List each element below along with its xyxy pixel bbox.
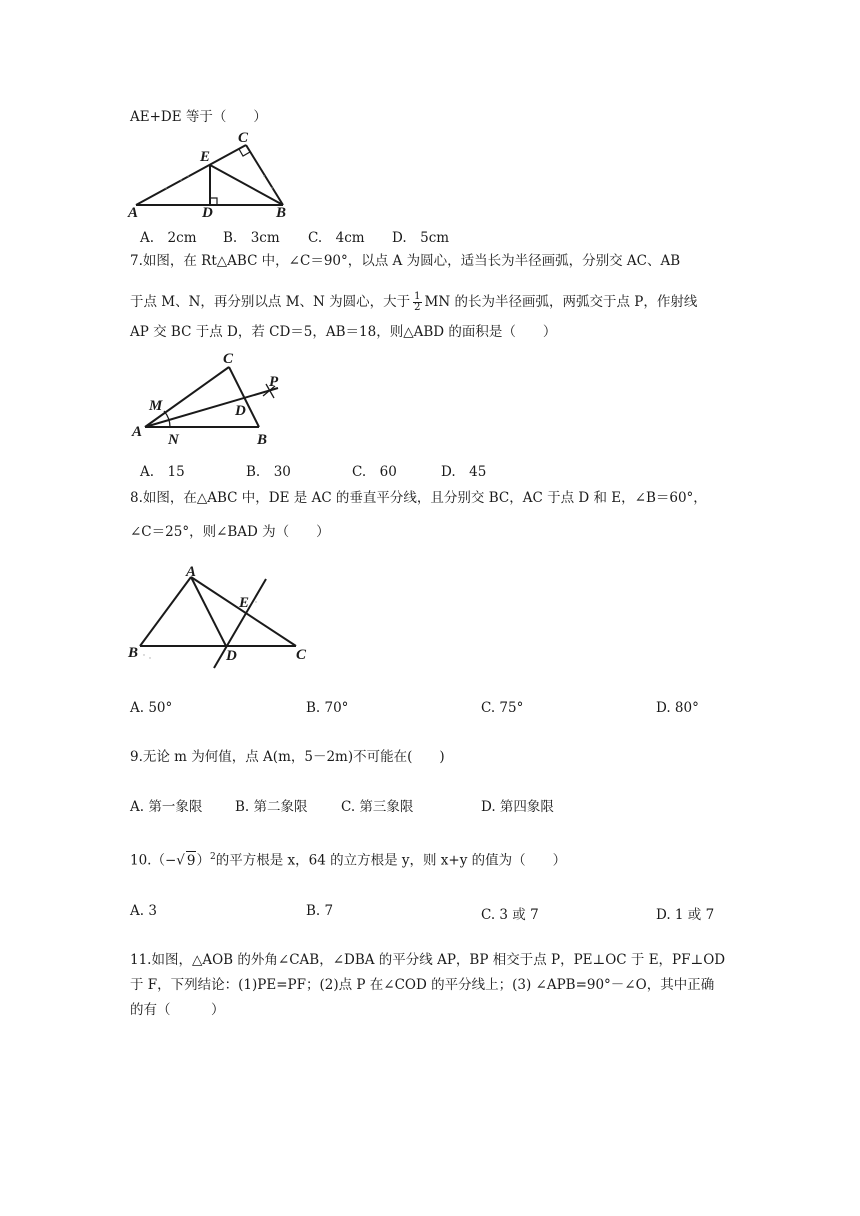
q7-line1: 7.如图，在 Rt△ABC 中，∠C＝90°，以点 A 为圆心，适当长为半径画弧，分别交 AC、AB	[130, 253, 681, 269]
q7-line2	[130, 292, 697, 313]
q6-label-b: B	[276, 205, 287, 220]
q7-line3: AP 交 BC 于点 D，若 CD＝5，AB＝18，则△ABD 的面积是（ ）	[130, 324, 557, 340]
q6-stem-tail: AE+DE 等于（ ）	[130, 109, 267, 125]
q7-line2-b: MN 的长为半径画弧，两弧交于点 P，作射线	[424, 294, 698, 310]
q9-option-c: C. 第三象限	[341, 799, 414, 815]
q6-label-a: A	[128, 205, 139, 220]
q6-figure	[126, 128, 296, 220]
q9-option-d: D. 第四象限	[481, 799, 554, 815]
q6-label-e: E	[200, 149, 211, 165]
q8-label-b: B	[128, 645, 139, 661]
q8-option-c: C. 75°	[481, 700, 524, 716]
q7-figure	[126, 348, 296, 450]
q8-line1: 8.如图，在△ABC 中，DE 是 AC 的垂直平分线，且分别交 BC，AC 于点 D 和 E，∠B＝60°，	[130, 490, 707, 506]
q7-label-n: N	[168, 432, 179, 448]
q8-option-d: D. 80°	[656, 700, 699, 716]
q7-option-b: B. 30	[246, 464, 291, 480]
q10-sqrt-sign: √	[176, 852, 185, 869]
q6-option-c: C. 4cm	[308, 230, 365, 246]
q8-label-e: E	[239, 595, 250, 611]
q10-option-c: C. 3 或 7	[481, 907, 539, 923]
q8-label-a: A	[186, 564, 197, 580]
q7-frac-den: 2	[414, 302, 421, 313]
q10-rest: 的平方根是 x，64 的立方根是 y，则 x+y 的值为（ ）	[215, 852, 567, 869]
q10-radicand: 9	[186, 852, 196, 869]
q6-option-b: B. 3cm	[223, 230, 280, 246]
q8-option-b: B. 70°	[306, 700, 349, 716]
q8-label-c: C	[296, 647, 307, 663]
q6-option-d: D. 5cm	[392, 230, 450, 246]
q7-frac-num: 1	[414, 291, 421, 302]
q9-line1: 9.无论 m 为何值，点 A(m，5－2m)不可能在( )	[130, 749, 445, 765]
q11-line1: 11.如图，△AOB 的外角∠CAB，∠DBA 的平分线 AP，BP 相交于点 P，PE⊥OC 于 E，PF⊥OD	[130, 952, 726, 968]
q10-close-paren: ）	[196, 852, 210, 869]
q7-option-d: D. 45	[441, 464, 487, 480]
q7-line2-a: 于点 M、N，再分别以点 M、N 为圆心，大于	[130, 294, 411, 310]
q11-line2: 于 F，下列结论：(1)PE=PF；(2)点 P 在∠COD 的平分线上；(3) ∠APB=90°－∠O，其中正确	[130, 977, 715, 993]
q11-line3: 的有（ ）	[130, 1002, 225, 1018]
q10-option-b: B. 7	[306, 903, 334, 919]
q8-option-a: A. 50°	[130, 700, 173, 716]
q7-option-a: A. 15	[140, 464, 185, 480]
q10-prefix: 10.（−	[130, 852, 177, 869]
q10-exponent: 2	[209, 852, 216, 862]
q7-label-a: A	[132, 424, 143, 440]
q8-line2: ∠C＝25°，则∠BAD 为（ ）	[130, 524, 330, 540]
q6-option-a: A. 2cm	[140, 230, 197, 246]
q8-figure	[126, 562, 316, 672]
q10-option-d: D. 1 或 7	[656, 907, 715, 923]
q10-line1	[130, 848, 566, 870]
q7-label-p: P	[269, 374, 279, 390]
q7-label-d: D	[235, 403, 246, 419]
q7-label-m: M	[149, 398, 163, 414]
q9-option-a: A. 第一象限	[130, 799, 203, 815]
q7-label-b: B	[257, 432, 268, 448]
q6-label-d: D	[202, 205, 213, 220]
q9-option-b: B. 第二象限	[235, 799, 308, 815]
q8-label-d: D	[226, 648, 237, 664]
q6-label-c: C	[238, 130, 249, 146]
q10-option-a: A. 3	[130, 903, 157, 919]
q7-option-c: C. 60	[352, 464, 397, 480]
q7-fraction	[413, 292, 421, 313]
q7-label-c: C	[223, 351, 234, 367]
